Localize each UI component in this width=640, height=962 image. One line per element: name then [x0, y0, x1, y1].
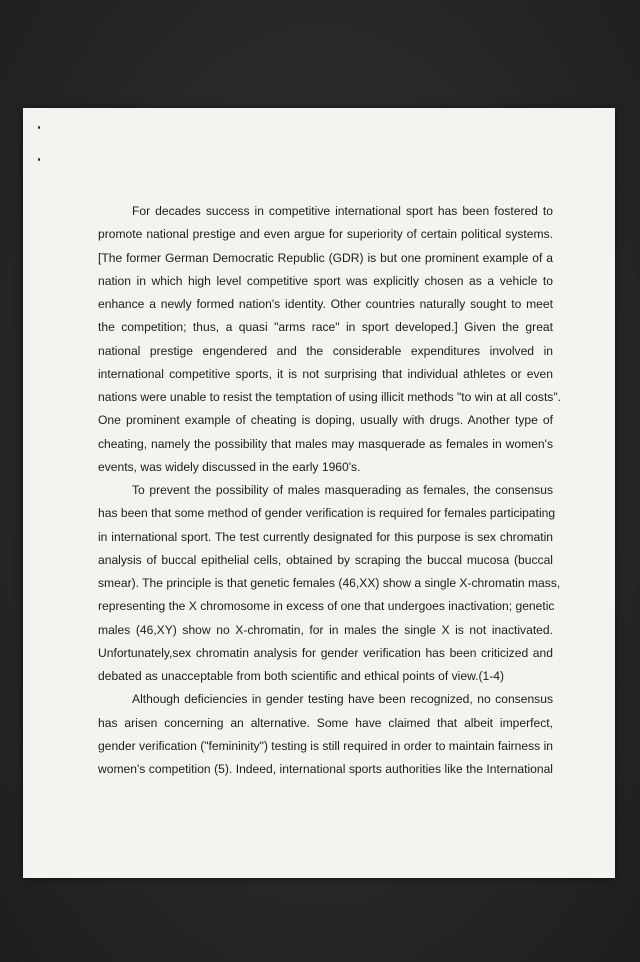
text-line: [The former German Democratic Republic (GDR) is but one prominent example of a: [98, 250, 553, 265]
text-line: women's competition (5). Indeed, international sports authorities like the International: [98, 762, 553, 776]
punch-mark: [38, 158, 40, 161]
text-line: nations were unable to resist the temptation of using illicit methods "to win at all costs".: [98, 390, 562, 404]
text-line: enhance a newly formed nation's identity. Other countries naturally sought to meet: [98, 297, 553, 311]
text-line: debated as unacceptable from both scientific and ethical points of view.(1-4): [98, 669, 505, 683]
text-line: cheating, namely the possibility that males may masquerade as females in women's: [98, 436, 553, 451]
text-line: the competition; thus, a quasi "arms race" in sport developed.] Given the great: [98, 320, 553, 335]
text-line: gender verification ("femininity") testing is still required in order to maintain fairness in: [98, 738, 553, 753]
text-line: international competitive sports, it is not surprising that individual athletes or even: [98, 366, 553, 381]
text-line: Unfortunately,sex chromatin analysis for gender verification has been criticized and: [98, 645, 553, 660]
text-line: To prevent the possibility of males masquerading as females, the consensus: [132, 483, 553, 497]
document-body: [98, 200, 562, 781]
text-line: has arisen concerning an alternative. Some have claimed that albeit imperfect,: [98, 715, 553, 730]
text-line: males (46,XY) show no X-chromatin, for in males the single X is not inactivated.: [98, 622, 553, 637]
text-line: in international sport. The test currently designated for this purpose is sex chromatin: [98, 529, 553, 544]
text-line: One prominent example of cheating is doping, usually with drugs. Another type of: [98, 413, 553, 428]
text-line: events, was widely discussed in the early 1960's.: [98, 459, 361, 474]
text-line: For decades success in competitive international sport has been fostered to: [132, 204, 553, 218]
text-line: representing the X chromosome in excess of one that undergoes inactivation; genetic: [98, 599, 555, 614]
text-line: analysis of buccal epithelial cells, obtained by scraping the buccal mucosa (buccal: [98, 552, 553, 567]
text-line: promote national prestige and even argue for superiority of certain political systems.: [98, 227, 553, 242]
text-line: smear). The principle is that genetic females (46,XX) show a single X-chromatin mass,: [98, 576, 561, 590]
punch-mark: [38, 126, 40, 129]
text-line: Although deficiencies in gender testing have been recognized, no consensus: [132, 692, 553, 707]
text-line: nation in which high level competitive sport was explicitly chosen as a vehicle to: [98, 273, 553, 288]
text-line: national prestige engendered and the considerable expenditures involved in: [98, 343, 553, 358]
text-line: has been that some method of gender verification is required for females participating: [98, 506, 556, 521]
document-page: [23, 108, 615, 878]
